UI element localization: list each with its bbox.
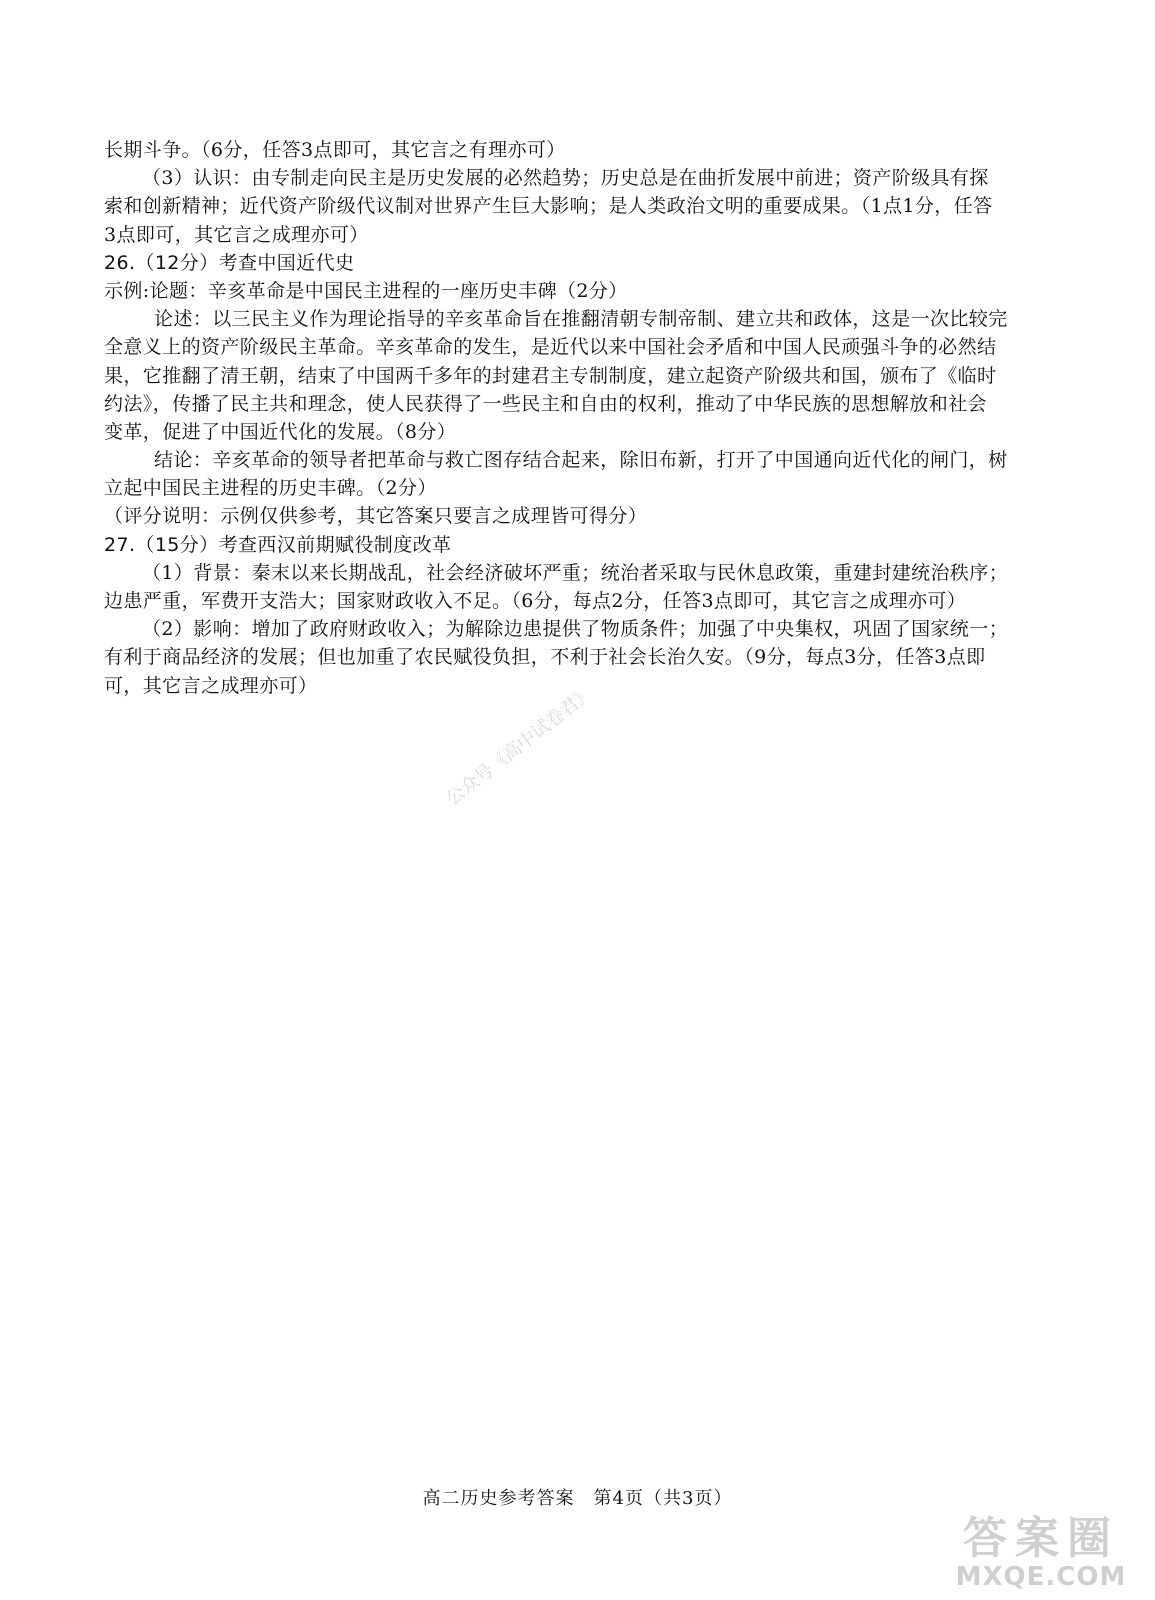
text-line: 结论：辛亥革命的领导者把革命与救亡图存结合起来，除旧布新，打开了中国通向近代化的闸门，树 [154,449,1008,472]
answer-body [104,136,1044,700]
text-line: 长期斗争。（6分，任答3点即可，其它言之有理亦可） [104,139,566,161]
logo-site-text: MXQE.COM [955,1562,1127,1592]
question-heading: 26.（12分）考查中国近代史 [104,251,355,274]
text-line: 立起中国民主进程的历史丰碑。（2分） [104,477,437,500]
text-line: 变革，促进了中国近代化的发展。（8分） [104,420,457,443]
text-line: （3）认识：由专制走向民主是历史发展的必然趋势；历史总是在曲折发展中前进；资产阶级具有探 [142,167,989,190]
text-line: （评分说明：示例仅供参考，其它答案只要言之成理皆可得分） [104,505,648,528]
text-line: 3点即可，其它言之成理亦可） [104,223,369,246]
text-line: （1）背景：秦末以来长期战乱，社会经济破坏严重；统治者采取与民休息政策，重建封建统治秩序； [142,561,1009,584]
text-line: 全意义上的资产阶级民主革命。辛亥革命的发生，是近代以来中国社会矛盾和中国人民顽强斗争的必然结 [104,336,997,359]
page-footer: 高二历史参考答案 第4页（共3页） [422,1488,733,1509]
text-line: 示例:论题：辛亥革命是中国民主进程的一座历史丰碑（2分） [104,279,628,302]
text-line: 边患严重，军费开支浩大；国家财政收入不足。（6分，每点2分，任答3点即可，其它言之成理亦可） [104,590,967,612]
text-line: 有利于商品经济的发展；但也加重了农民赋役负担，不利于社会长治久安。（9分，每点3分，任答3点即 [104,646,986,669]
text-line: 约法》，传播了民主共和理念，使人民获得了一些民主和自由的权利，推动了中华民族的思想解放和社会 [104,392,987,415]
watermark: 公众号《高中试卷君》 [442,682,598,810]
text-line: （2）影响：增加了政府财政收入；为解除边患提供了物质条件；加强了中央集权，巩固了国家统一； [142,618,1009,641]
text-line: 可，其它言之成理亦可） [104,674,318,697]
text-line: 果，它推翻了清王朝，结束了中国两千多年的封建君主专制制度，建立起资产阶级共和国，颁布了《临时 [104,364,997,387]
logo-mark: 答案圈 [963,1513,1119,1564]
question-heading: 27.（15分）考查西汉前期赋役制度改革 [104,533,452,556]
site-logo [941,1500,1141,1592]
text-line: 索和创新精神；近代资产阶级代议制对世界产生巨大影响；是人类政治文明的重要成果。（1点1分，任答 [104,195,993,218]
text-line: 论述：以三民主义作为理论指导的辛亥革命旨在推翻清朝专制帝制、建立共和政体，这是一次比较完 [154,308,1008,331]
